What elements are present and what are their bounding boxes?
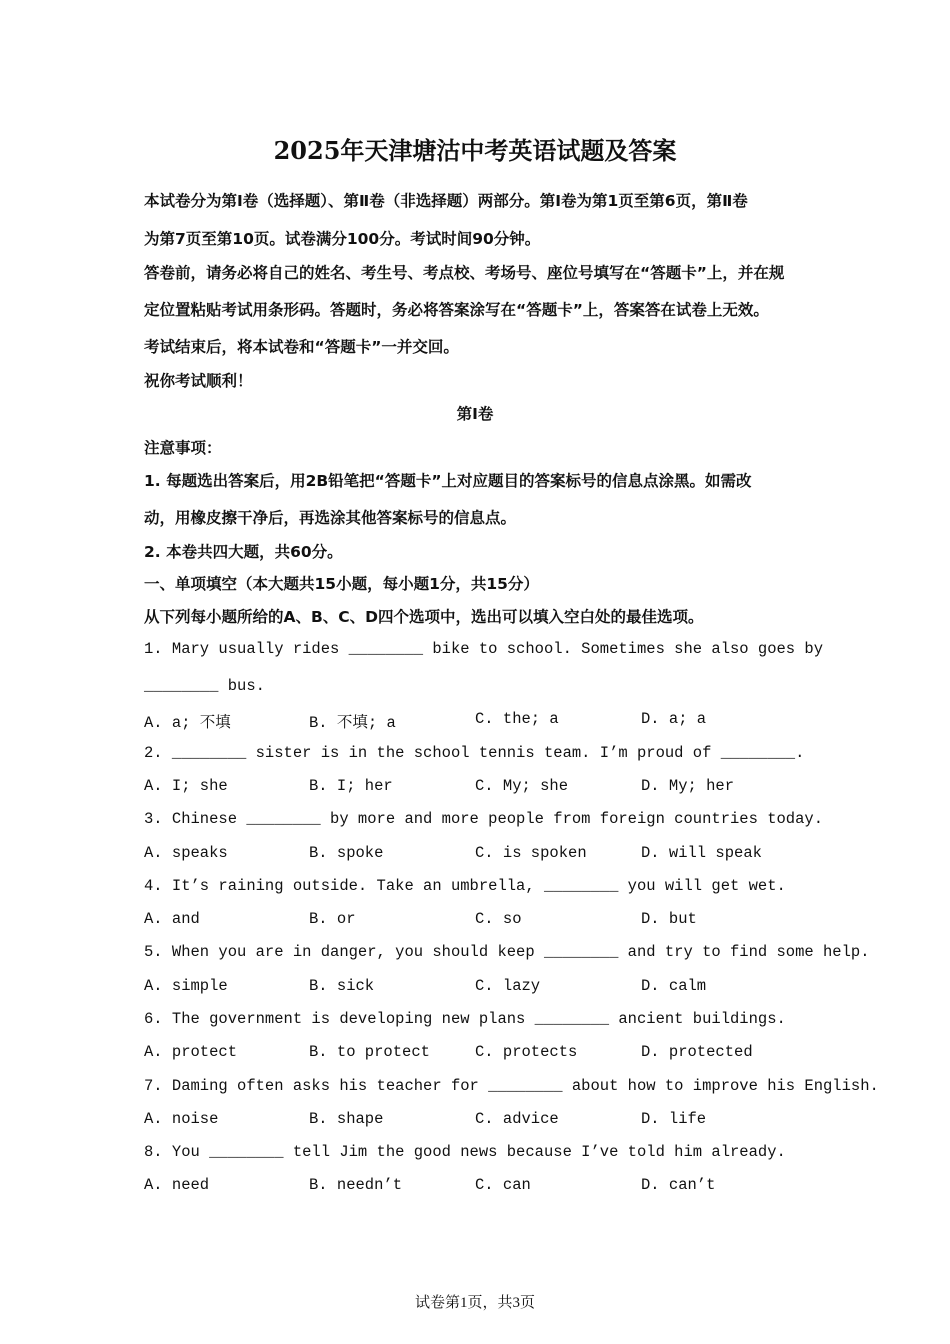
option-c: C. advice <box>475 1110 559 1128</box>
option-a: A. need <box>144 1176 210 1194</box>
option-b: B. I; her <box>309 777 393 795</box>
option-d: D. can’t <box>641 1176 716 1194</box>
intro-line: 本试卷分为第Ⅰ卷（选择题）、第Ⅱ卷（非选择题）两部分。第Ⅰ卷为第1页至第6页，第Ⅱ卷 <box>144 192 748 210</box>
option-b: B. sick <box>309 977 375 995</box>
option-b: B. needn’t <box>309 1176 403 1194</box>
note-line: 2. 本卷共四大题，共60分。 <box>144 543 343 561</box>
intro-line: 定位置粘贴考试用条形码。答题时，务必将答案涂写在“答题卡”上，答案答在试卷上无效。 <box>144 301 769 319</box>
option-c: C. can <box>475 1176 531 1194</box>
option-d: D. My; her <box>641 777 735 795</box>
question-text: 3. Chinese ________ by more and more people from foreign countries today. <box>144 810 824 828</box>
option-a: A. a; 不填 <box>144 714 231 732</box>
option-a: A. speaks <box>144 844 228 862</box>
option-d: D. will speak <box>641 844 762 862</box>
intro-line: 祝你考试顺利！ <box>144 372 253 390</box>
option-d: D. but <box>641 910 697 928</box>
question-text: 7. Daming often asks his teacher for ________ about how to improve his English. <box>144 1077 879 1095</box>
option-c: C. protects <box>475 1043 578 1061</box>
option-b: B. to protect <box>309 1043 430 1061</box>
option-d: D. calm <box>641 977 707 995</box>
intro-line: 考试结束后，将本试卷和“答题卡”一并交回。 <box>144 338 459 356</box>
option-b: B. 不填; a <box>309 714 396 732</box>
section-heading: 第Ⅰ卷 <box>456 405 494 423</box>
page-title: 2025年天津塘沽中考英语试题及答案 <box>273 136 677 165</box>
option-b: B. or <box>309 910 356 928</box>
option-a: A. and <box>144 910 200 928</box>
question-text: 4. It’s raining outside. Take an umbrella, ________ you will get wet. <box>144 877 786 895</box>
option-d: D. protected <box>641 1043 753 1061</box>
note-line: 1. 每题选出答案后，用2B铅笔把“答题卡”上对应题目的答案标号的信息点涂黑。如需改 <box>144 472 752 490</box>
option-b: B. spoke <box>309 844 384 862</box>
question-text: 6. The government is developing new plans ________ ancient buildings. <box>144 1010 786 1028</box>
option-d: D. life <box>641 1110 707 1128</box>
option-a: A. noise <box>144 1110 219 1128</box>
option-d: D. a; a <box>641 710 707 728</box>
part-instruction: 从下列每小题所给的A、B、C、D四个选项中，选出可以填入空白处的最佳选项。 <box>144 608 704 626</box>
option-a: A. simple <box>144 977 228 995</box>
question-text: 5. When you are in danger, you should keep ________ and try to find some help. <box>144 943 870 961</box>
option-c: C. is spoken <box>475 844 587 862</box>
intro-line: 为第7页至第10页。试卷满分100分。考试时间90分钟。 <box>144 230 541 248</box>
option-a: A. protect <box>144 1043 238 1061</box>
page-footer: 试卷第1页，共3页 <box>414 1295 535 1311</box>
option-c: C. lazy <box>475 977 541 995</box>
question-text: 1. Mary usually rides ________ bike to school. Sometimes she also goes by <box>144 640 824 658</box>
option-c: C. so <box>475 910 522 928</box>
option-a: A. I; she <box>144 777 228 795</box>
option-b: B. shape <box>309 1110 384 1128</box>
question-text: ________ bus. <box>144 677 265 695</box>
question-text: 8. You ________ tell Jim the good news because I’ve told him already. <box>144 1143 786 1161</box>
option-c: C. My; she <box>475 777 569 795</box>
option-c: C. the; a <box>475 710 559 728</box>
intro-line: 答卷前，请务必将自己的姓名、考生号、考点校、考场号、座位号填写在“答题卡”上，并在规 <box>144 264 785 282</box>
notes-heading: 注意事项： <box>144 439 222 457</box>
note-line: 动，用橡皮擦干净后，再选涂其他答案标号的信息点。 <box>144 509 517 527</box>
question-text: 2. ________ sister is in the school tennis team. I’m proud of ________. <box>144 744 805 762</box>
part-heading: 一、单项填空（本大题共15小题，每小题1分，共15分） <box>144 575 539 593</box>
